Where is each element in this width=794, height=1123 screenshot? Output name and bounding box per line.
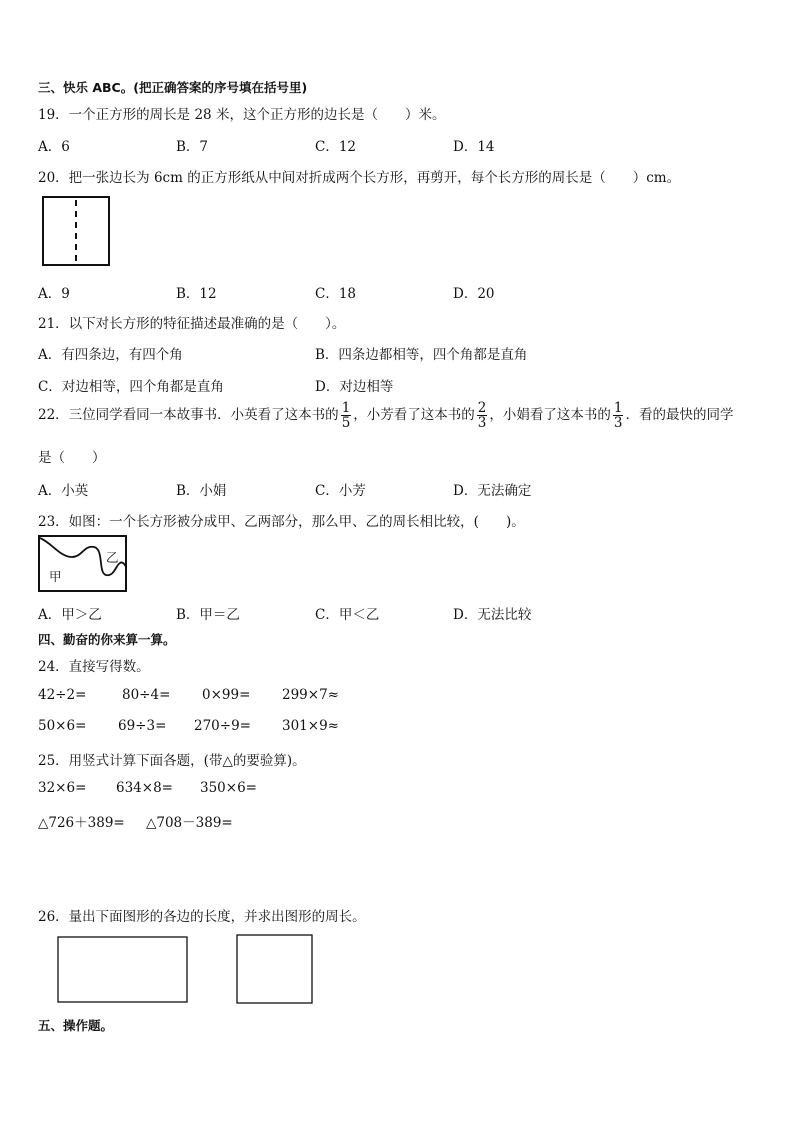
q19-option-c: C．12: [315, 139, 357, 155]
section-4-title: 四、勤奋的你来算一算。: [38, 632, 176, 647]
q21-option-d: D．对边相等: [315, 379, 394, 395]
q21-option-c: C．对边相等，四个角都是直角: [38, 379, 224, 395]
section-5-title: 五、操作题。: [38, 1018, 114, 1033]
q21-option-b: B．四条边都相等，四个角都是直角: [315, 347, 528, 363]
q19-option-b: B．7: [176, 139, 209, 155]
q22-option-c: C．小芳: [315, 483, 366, 499]
q22-frac2-numerator: 2: [477, 400, 487, 416]
q26-rectangle-figure: [57, 936, 189, 1004]
q24-item: 299×7≈: [282, 687, 339, 703]
q22-fraction-one-third: [613, 401, 624, 430]
question-19: 19．一个正方形的周长是 28 米，这个正方形的边长是（ ）米。: [38, 107, 446, 123]
q24-item: 69÷3=: [118, 718, 167, 734]
q22-text-part3: ，小娟看了这本书的: [489, 407, 611, 423]
q22-line-2: 是（ ）: [38, 450, 106, 466]
q20-option-c: C．18: [315, 286, 357, 302]
q24-item: 50×6=: [38, 718, 87, 734]
q20-option-d: D．20: [453, 286, 495, 302]
q22-frac1-denominator: 5: [341, 415, 351, 431]
question-22: [38, 401, 733, 430]
q25-item: 634×8=: [116, 780, 173, 796]
q22-frac2-denominator: 3: [477, 415, 487, 431]
q21-option-a: A．有四条边，有四个角: [38, 347, 183, 363]
q22-text-part4: ．看的最快的同学: [625, 407, 734, 423]
q24-item: 270÷9=: [194, 718, 251, 734]
q20-option-b: B．12: [176, 286, 217, 302]
q23-option-c: C．甲＜乙: [315, 607, 380, 623]
q22-option-b: B．小娟: [176, 483, 227, 499]
q23-label-yi: 乙: [106, 550, 119, 565]
q26-square-figure: [236, 934, 314, 1005]
q22-text-part2: ，小芳看了这本书的: [353, 407, 475, 423]
q20-folded-square-figure: [42, 196, 112, 268]
q22-frac3-numerator: 1: [613, 400, 623, 416]
question-23: 23．如图：一个长方形被分成甲、乙两部分，那么甲、乙的周长相比较，( )。: [38, 514, 525, 530]
section-3-title: 三、快乐 ABC。(把正确答案的序号填在括号里): [38, 80, 308, 95]
q24-item: 301×9≈: [282, 718, 339, 734]
question-26: 26．量出下面图形的各边的长度，并求出图形的周长。: [38, 909, 366, 925]
q22-frac1-numerator: 1: [341, 400, 351, 416]
q23-label-jia: 甲: [49, 569, 62, 584]
q22-fraction-one-fifth: [341, 401, 352, 430]
q22-option-a: A．小英: [38, 483, 89, 499]
question-24: 24．直接写得数。: [38, 659, 150, 675]
q24-item: 80÷4=: [122, 687, 171, 703]
q22-frac3-denominator: 3: [613, 415, 623, 431]
question-21: 21．以下对长方形的特征描述最准确的是（ ）。: [38, 316, 346, 332]
question-25: 25．用竖式计算下面各题，(带△的要验算)。: [38, 753, 306, 769]
q25-item: △726＋389=: [38, 815, 125, 831]
q20-option-a: A．9: [38, 286, 70, 302]
q22-text-part1: 22．三位同学看同一本故事书．小英看了这本书的: [38, 407, 339, 423]
q25-item: 350×6=: [200, 780, 257, 796]
q19-option-a: A．6: [38, 139, 70, 155]
q23-option-d: D．无法比较: [453, 607, 532, 623]
question-20: 20．把一张边长为 6cm 的正方形纸从中间对折成两个长方形，再剪开，每个长方形的周长是（ ）cm。: [38, 170, 681, 186]
q25-item: △708－389=: [146, 815, 233, 831]
q25-item: 32×6=: [38, 780, 87, 796]
q22-option-d: D．无法确定: [453, 483, 532, 499]
q23-option-a: A．甲＞乙: [38, 607, 102, 623]
q19-option-d: D．14: [453, 139, 495, 155]
q22-fraction-two-thirds: [477, 401, 488, 430]
q24-item: 42÷2=: [38, 687, 87, 703]
q24-item: 0×99=: [202, 687, 251, 703]
q23-option-b: B．甲＝乙: [176, 607, 240, 623]
